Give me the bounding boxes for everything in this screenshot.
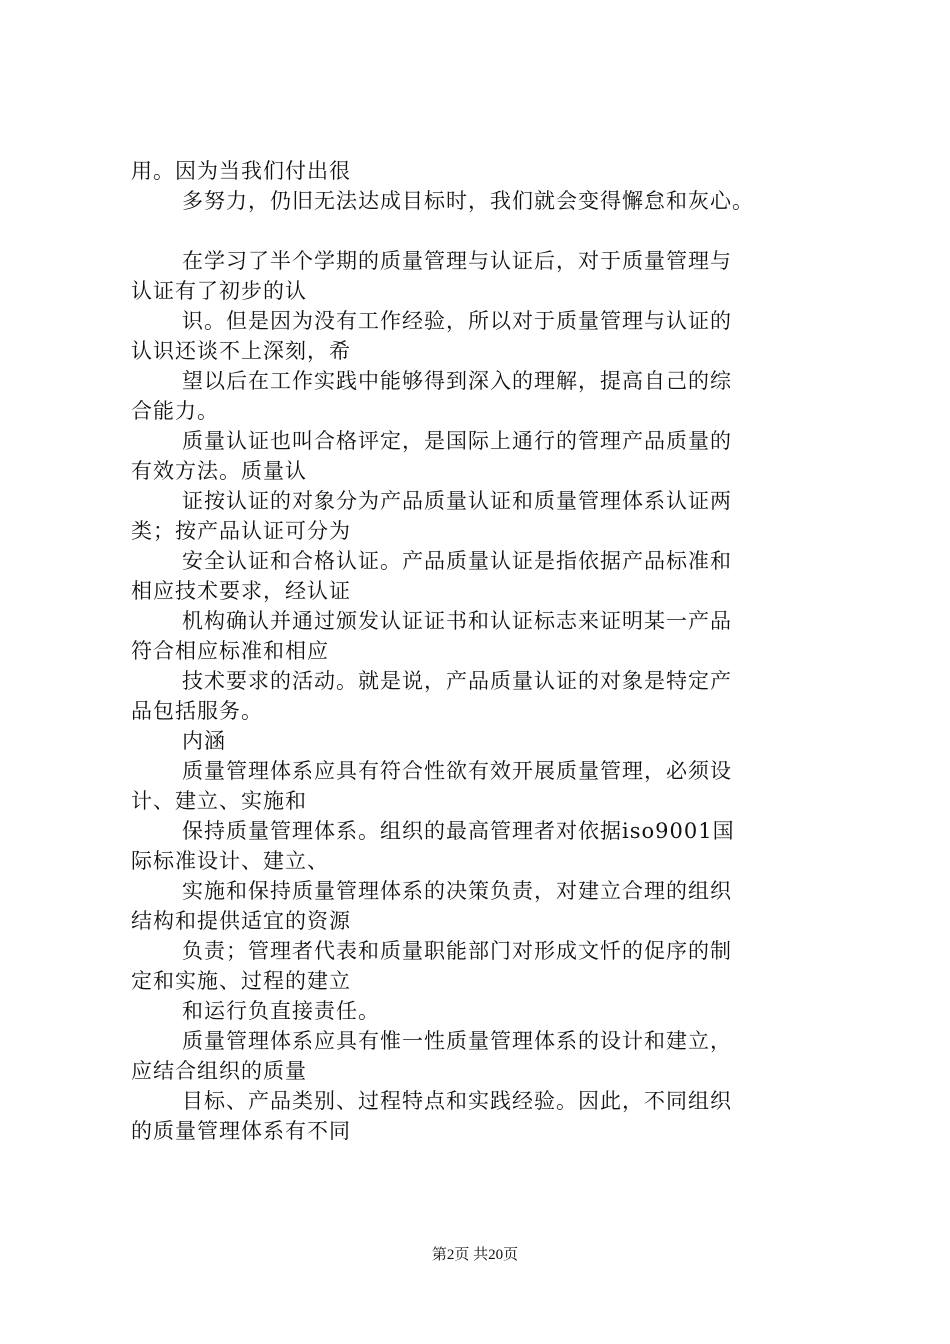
text-line: 用。因为当我们付出很: [131, 159, 351, 183]
text-line: 负责；管理者代表和质量职能部门对形成文忏的促序的制: [182, 939, 732, 963]
page-number-label: 第2页 共20页: [431, 1247, 519, 1263]
text-line: 合能力。: [131, 399, 219, 423]
text-line: 际标准设计、建立、: [131, 849, 329, 873]
text-line: 符合相应标准和相应: [131, 639, 329, 663]
text-line: 计、建立、实施和: [131, 789, 307, 813]
text-line: 应结合组织的质量: [131, 1059, 307, 1083]
text-line: 机构确认并通过颁发认证证书和认证标志来证明某一产品: [182, 609, 732, 633]
text-line: 望以后在工作实践中能够得到深入的理解，提高自己的综: [182, 369, 732, 393]
text-line: 多努力，仍旧无法达成目标时，我们就会变得懈怠和灰心。: [182, 189, 754, 213]
paragraph-start-line: 质量认证也叫合格评定，是国际上通行的管理产品质量的: [182, 429, 732, 453]
text-line: 定和实施、过程的建立: [131, 969, 351, 993]
text-line: 和运行负直接责任。: [182, 999, 380, 1023]
page-footer: [0, 1243, 950, 1264]
section-heading: 内涵: [182, 729, 226, 753]
text-line: 品包括服务。: [131, 699, 263, 723]
text-line: 相应技术要求，经认证: [131, 579, 351, 603]
text-line: 认证有了初步的认: [131, 279, 307, 303]
text-line: 结构和提供适宜的资源: [131, 909, 351, 933]
text-line: 技术要求的活动。就是说，产品质量认证的对象是特定产: [182, 669, 732, 693]
text-line: 类；按产品认证可分为: [131, 519, 351, 543]
text-line: 认识还谈不上深刻，希: [131, 339, 351, 363]
text-line: 安全认证和合格认证。产品质量认证是指依据产品标准和: [182, 549, 732, 573]
text-line: 实施和保持质量管理体系的决策负责，对建立合理的组织: [182, 879, 732, 903]
paragraph-start-line: 质量管理体系应具有惟一性质量管理体系的设计和建立，: [182, 1029, 732, 1053]
text-line: 证按认证的对象分为产品质量认证和质量管理体系认证两: [182, 489, 732, 513]
text-line: 目标、产品类别、过程特点和实践经验。因此，不同组织: [182, 1089, 732, 1113]
paragraph-start-line: 在学习了半个学期的质量管理与认证后，对于质量管理与: [182, 249, 732, 273]
paragraph-start-line: 质量管理体系应具有符合性欲有效开展质量管理，必须设: [182, 759, 732, 783]
text-line: 的质量管理体系有不同: [131, 1119, 351, 1143]
text-line: 识。但是因为没有工作经验，所以对于质量管理与认证的: [182, 309, 732, 333]
text-line: 有效方法。质量认: [131, 459, 307, 483]
text-line: 保持质量管理体系。组织的最高管理者对依据iso9001国: [182, 819, 735, 843]
document-body: [131, 156, 861, 1146]
